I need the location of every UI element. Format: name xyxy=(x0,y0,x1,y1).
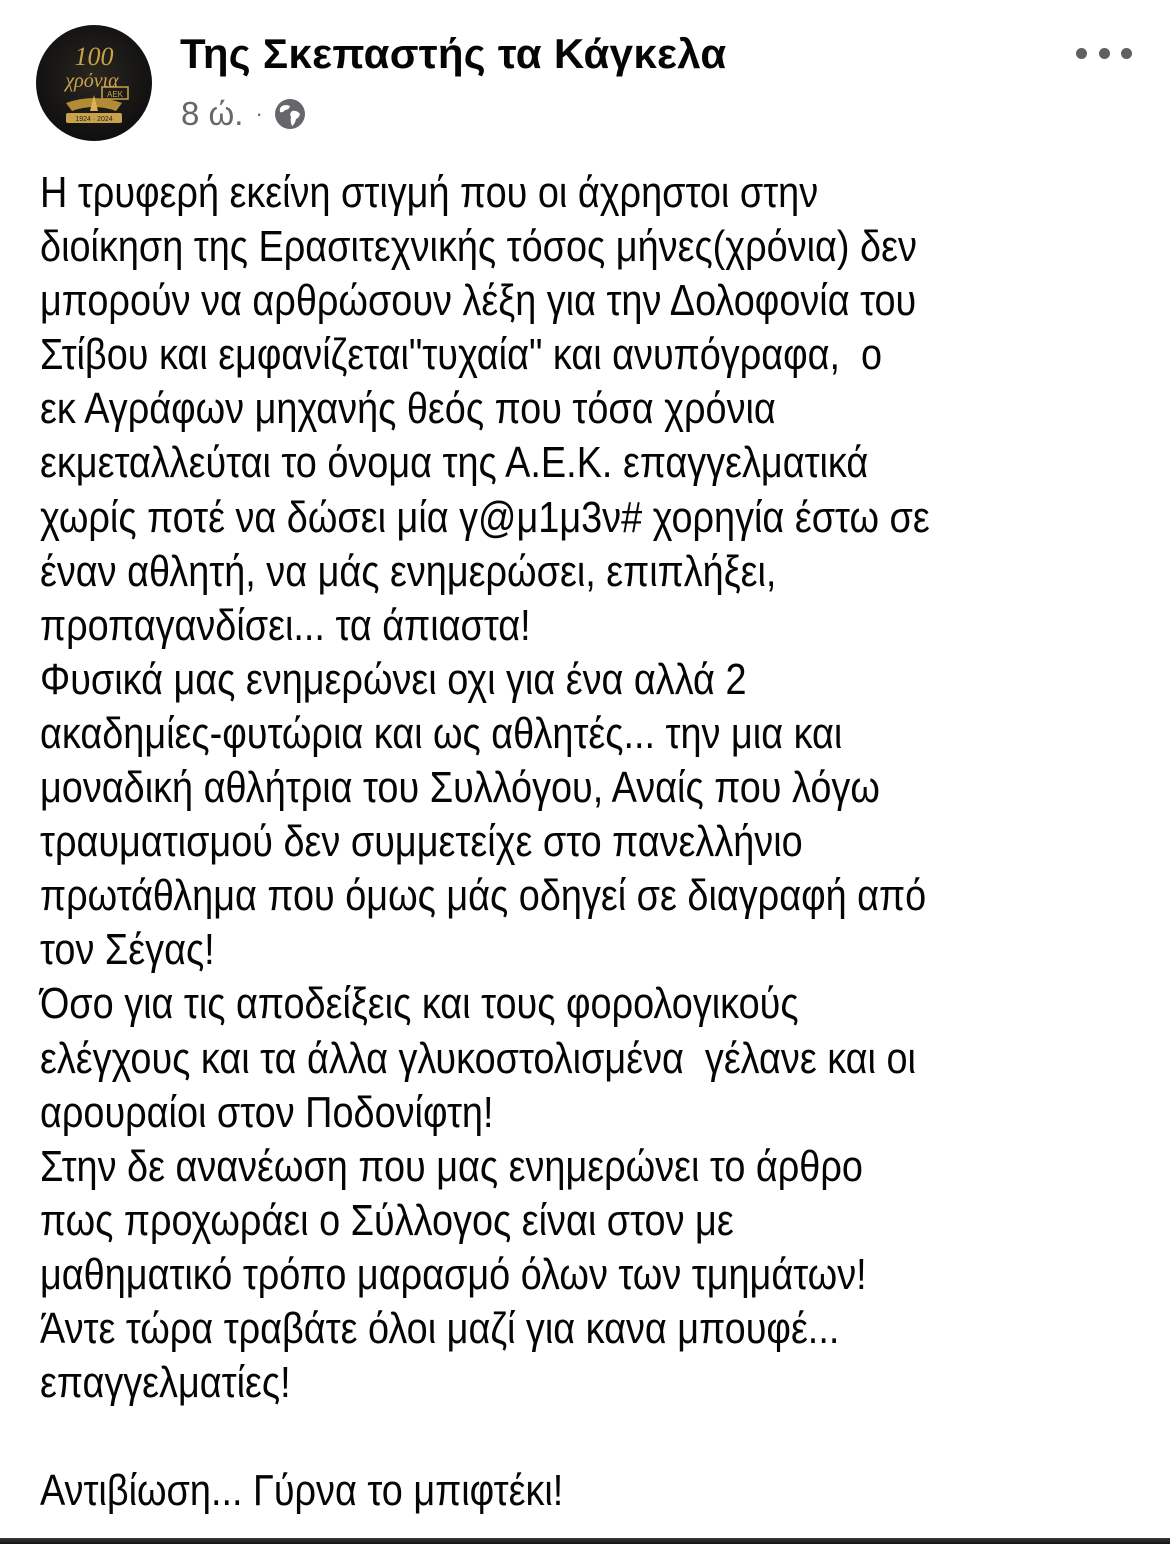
timestamp[interactable]: 8 ώ. xyxy=(181,95,244,132)
post-text-line: εκμεταλλεύται το όνομα της Α.Ε.Κ. επαγγελματικά xyxy=(40,438,869,488)
svg-text:ΑΕΚ: ΑΕΚ xyxy=(106,90,124,99)
post-text-line: Όσο για τις αποδείξεις και τους φορολογικούς xyxy=(40,979,799,1029)
post-text-line: Στίβου και εμφανίζεται"τυχαία" και ανυπόγραφα, ο xyxy=(40,330,883,380)
post-text-line: Άντε τώρα τραβάτε όλοι μαζί για κανα μπουφέ... xyxy=(40,1303,840,1353)
post-text-line: εκ Αγράφων μηχανής θεός που τόσα χρόνια xyxy=(40,384,776,434)
meta-separator: · xyxy=(255,101,263,126)
post-text-line: Αντιβίωση... Γύρνα το μπιφτέκι! xyxy=(40,1466,564,1516)
post-text xyxy=(40,166,1160,1518)
post-text-line: μαθηματικό τρόπο μαρασμό όλων των τμημάτων! xyxy=(40,1249,867,1299)
post-text-line: πρωτάθλημα που όμως μάς οδηγεί σε διαγραφή από xyxy=(40,871,927,921)
aek-logo-icon xyxy=(36,25,152,141)
more-options-button[interactable] xyxy=(1076,38,1132,68)
post-text-line: επαγγελματίες! xyxy=(40,1358,291,1408)
post-meta xyxy=(181,94,307,134)
post-text-line: τραυματισμού δεν συμμετείχε στο πανελλήνιο xyxy=(40,817,803,867)
post-header xyxy=(0,0,1170,160)
svg-text:1924 · 2024: 1924 · 2024 xyxy=(75,116,113,123)
post-text-line: Φυσικά μας ενημερώνει οχι για ένα αλλά 2 xyxy=(40,654,747,704)
post-text-line: πως προχωράει ο Σύλλογος είναι στον με xyxy=(40,1195,734,1245)
post-text-line: προπαγανδίσει... τα άπιαστα! xyxy=(40,600,531,650)
post-text-line: ελέγχους και τα άλλα γλυκοστολισμένα γέλανε και οι xyxy=(40,1033,916,1083)
more-dot-icon xyxy=(1099,48,1110,59)
svg-text:χρόνια: χρόνια xyxy=(65,70,119,92)
more-dot-icon xyxy=(1121,48,1132,59)
post-text-line: αρουραίοι στον Ποδονίφτη! xyxy=(40,1087,494,1137)
post-text-line: τον Σέγας! xyxy=(40,925,215,975)
post-text-line: ακαδημίες-φυτώρια και ως αθλητές... την μια και xyxy=(40,708,843,758)
post-text-line: διοίκηση της Ερασιτεχνικής τόσος μήνες(χρόνια) δεν xyxy=(40,222,917,272)
more-dot-icon xyxy=(1076,48,1087,59)
post-text-line xyxy=(40,1410,1003,1464)
post-text-line: μοναδική αθλήτρια του Συλλόγου, Αναίς που λόγω xyxy=(40,763,880,813)
svg-text:100: 100 xyxy=(74,42,114,71)
post-text-line: Η τρυφερή εκείνη στιγμή που οι άχρηστοι στην xyxy=(40,168,819,217)
globe-icon[interactable] xyxy=(273,97,307,131)
post-text-line: έναν αθλητή, να μάς ενημερώσει, επιπλήξει, xyxy=(40,546,777,596)
page-name[interactable]: Της Σκεπαστής τα Κάγκελα xyxy=(180,30,727,77)
page-avatar[interactable] xyxy=(36,25,152,141)
post-text-line: μπορούν να αρθρώσουν λέξη για την Δολοφονία του xyxy=(40,276,917,326)
post-text-line: χωρίς ποτέ να δώσει μία γ@μ1μ3ν# χορηγία έστω σε xyxy=(40,492,930,542)
bottom-edge xyxy=(0,1538,1170,1544)
post-text-line: Στην δε ανανέωση που μας ενημερώνει το άρθρο xyxy=(40,1141,863,1191)
